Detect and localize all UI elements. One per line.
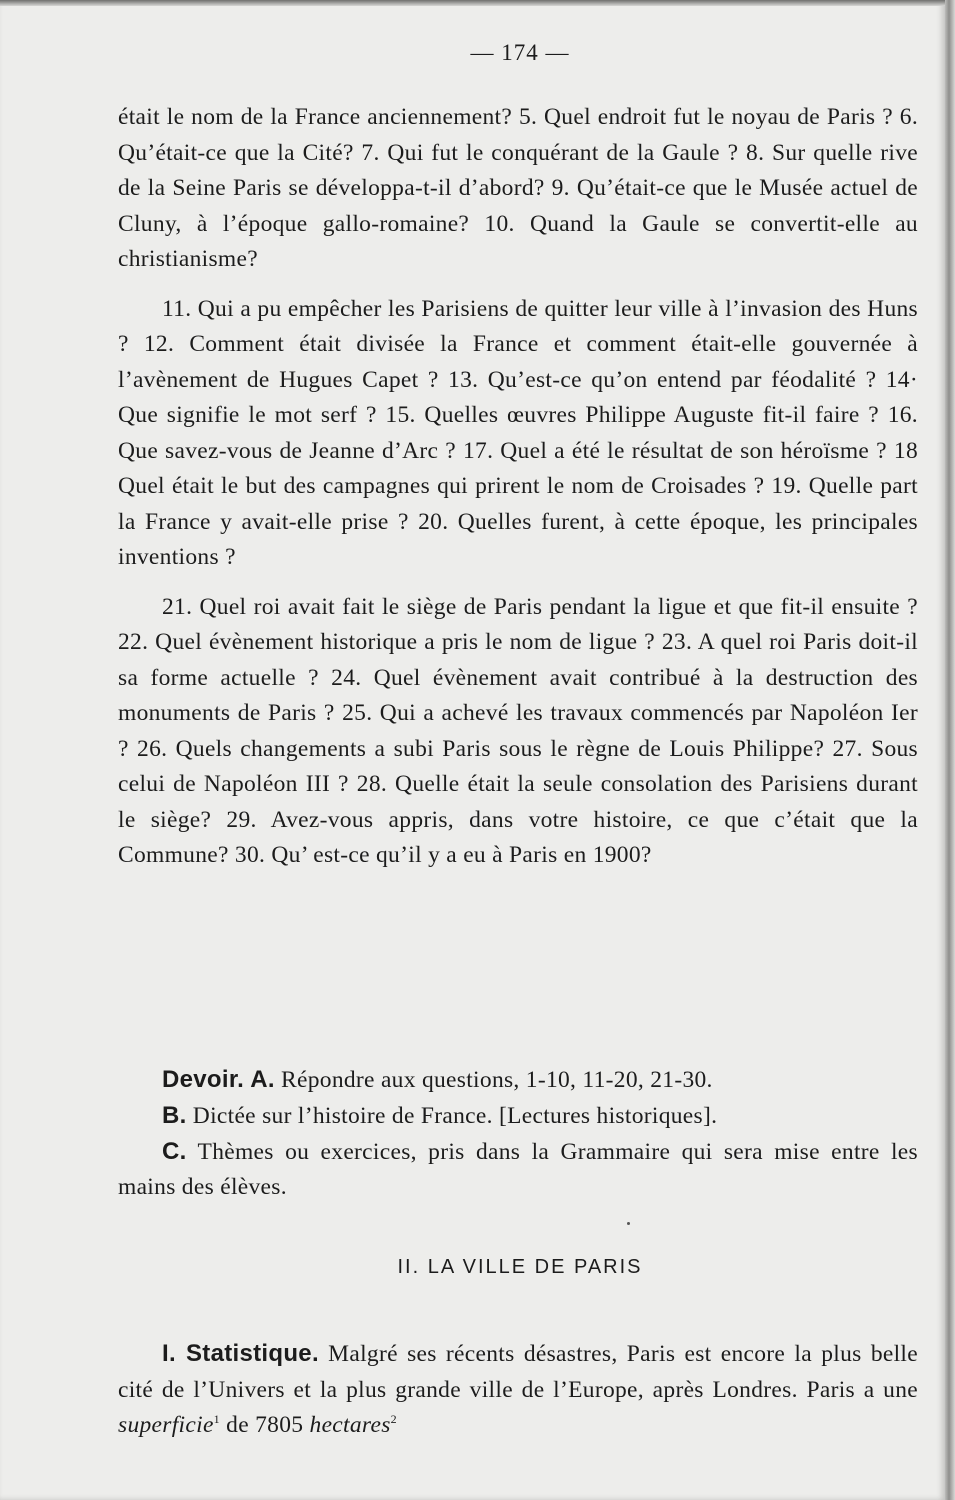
questions-paragraph-2: 11. Qui a pu empêcher les Parisiens de quitter leur ville à l’invasion des Huns ? 12. Comment était divisée la France et comment était-elle gouvernée à l’avènement de Hugues Capet ? 13. Qu’est-ce qu’on entend par féodalité ? 14· Que signifie le mot serf ? 15. Quelles œuvres Philippe Auguste fit-il faire ? 16. Que savez-vous de Jeanne d’Arc ? 17. Quel a été le résultat de son héroïsme ? 18 Quel était le but des campagnes qui prirent le nom de Croisades ? 19. Quelle part la France y avait-elle prise ? 20. Quelles furent, à cette époque, les principales inventions ?	[118, 295, 918, 570]
statistique-paragraph	[118, 1336, 918, 1444]
statistique-italic-superficie: superficie	[118, 1412, 214, 1438]
footnote-marker-1: 1	[213, 1412, 220, 1427]
statistique-block	[118, 1336, 918, 1444]
statistique-text-1: Malgré ses récents désastres, Paris est encore la plus belle cité de l’Univers et la plus grande ville de l’Europe, après Londres. Paris a une	[118, 1341, 918, 1403]
devoir-block	[118, 1062, 918, 1205]
statistique-italic-hectares: hectares	[309, 1412, 391, 1438]
separator-dot	[627, 1222, 630, 1225]
devoir-text-c: Thèmes ou exercices, pris dans la Grammaire qui sera mise entre les mains des élèves.	[118, 1139, 918, 1200]
devoir-item-a	[118, 1062, 918, 1098]
footnote-marker-2: 2	[390, 1412, 397, 1427]
devoir-text-b: Dictée sur l’histoire de France. [Lectures historiques].	[192, 1103, 718, 1129]
devoir-label-c: C.	[162, 1138, 187, 1165]
page-binding-edge	[945, 0, 955, 1500]
devoir-text-a: Répondre aux questions, 1-10, 11-20, 21-30.	[281, 1067, 713, 1093]
questions-paragraph-1: était le nom de la France anciennement? 5. Quel endroit fut le noyau de Paris ? 6. Qu’était-ce que la Cité? 7. Qui fut le conquérant de la Gaule ? 8. Sur quelle rive de la Seine Paris se développa-t-il d’abord? 9. Qu’était-ce que le Musée actuel de Cluny, à l’époque gallo-romaine? 10. Quand la Gaule se convertit-elle au christianisme?	[118, 104, 918, 272]
section-title: II. LA VILLE DE PARIS	[397, 1256, 643, 1278]
questions-block	[118, 100, 918, 888]
page-top-edge	[0, 0, 955, 6]
devoir-label-b: B.	[162, 1102, 187, 1129]
page-number: — 174 —	[470, 40, 570, 65]
devoir-item-b	[118, 1098, 918, 1134]
devoir-item-c	[118, 1134, 918, 1205]
questions-paragraph-3: 21. Quel roi avait fait le siège de Paris pendant la ligue et que fit-il ensuite ? 22. Quel évènement historique a pris le nom de ligue ? 23. A quel roi Paris doit-il sa forme actuelle ? 24. Quel évènement avait contribué à la destruction des monuments de Paris ? 25. Qui a achevé les travaux commencés par Napoléon Ier ? 26. Quels changements a subi Paris sous le règne de Louis Philippe? 27. Sous celui de Napoléon III ? 28. Quelle était la seule consolation des Parisiens durant le siège? 29. Avez-vous appris, dans votre histoire, ce que c’était que la Commune? 30. Qu’ est-ce qu’il y a eu à Paris en 1900?	[118, 593, 918, 868]
statistique-heading: I. Statistique.	[162, 1340, 319, 1367]
statistique-text-2: de 7805	[226, 1412, 304, 1438]
devoir-label-a: Devoir. A.	[162, 1066, 275, 1093]
